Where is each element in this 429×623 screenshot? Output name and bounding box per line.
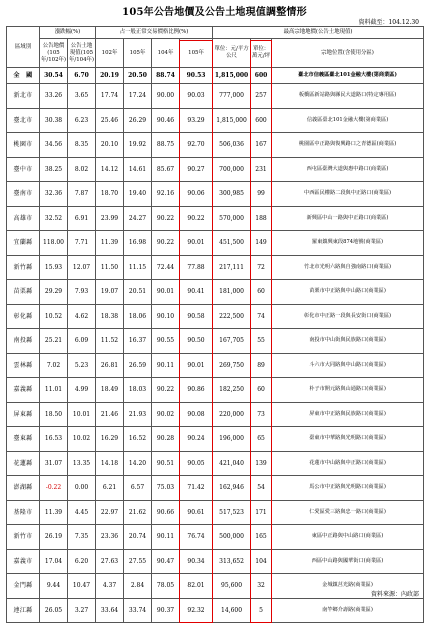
- header-lv-104: 104年: [152, 39, 180, 68]
- ratio-lv104-cell: 90.11: [152, 353, 180, 378]
- highest-ping-cell: 55: [251, 329, 272, 354]
- rate-land-price-cell: 26.19: [40, 525, 68, 550]
- ratio-lp105-cell: 16.37: [124, 329, 152, 354]
- highest-price-cell: 220,000: [213, 402, 251, 427]
- highest-price-cell: 700,000: [213, 157, 251, 182]
- ratio-lp102-cell: 25.46: [96, 108, 124, 133]
- highest-price-cell: 517,523: [213, 500, 251, 525]
- table-row: [7, 84, 424, 109]
- source-note: 資料來源：內政部: [370, 591, 419, 598]
- ratio-lp102-cell: 18.70: [96, 182, 124, 207]
- ratio-lv104-cell: 92.16: [152, 182, 180, 207]
- highest-price-cell: 451,500: [213, 231, 251, 256]
- highest-ping-cell: 257: [251, 84, 272, 109]
- rate-land-price-cell: 26.05: [40, 598, 68, 623]
- ratio-lv104-cell: 90.22: [152, 231, 180, 256]
- ratio-lp105-cell: 26.59: [124, 353, 152, 378]
- table-row: [7, 451, 424, 476]
- highest-price-cell: 196,000: [213, 427, 251, 452]
- header-unit-ping: 單位：萬元/坪: [251, 39, 272, 68]
- header-lv-105: 105年: [180, 39, 213, 68]
- region-cell: 雲林縣: [7, 353, 40, 378]
- location-cell: 彰化市中正路一段與長安街口(商業區): [272, 304, 424, 329]
- ratio-lp102-cell: 21.46: [96, 402, 124, 427]
- ratio-lp105-cell: 6.57: [124, 476, 152, 501]
- highest-ping-cell: 165: [251, 525, 272, 550]
- ratio-lp105-cell: 2.84: [124, 574, 152, 599]
- highest-price-cell: 313,652: [213, 549, 251, 574]
- ratio-lv105-cell: 93.29: [180, 108, 213, 133]
- region-cell: 嘉義縣: [7, 378, 40, 403]
- rate-land-price-cell: 16.53: [40, 427, 68, 452]
- ratio-lv104-cell: 90.37: [152, 598, 180, 623]
- highest-ping-cell: 231: [251, 157, 272, 182]
- rate-land-value-cell: 5.23: [68, 353, 96, 378]
- table-row: [7, 206, 424, 231]
- ratio-lp105-cell: 20.50: [124, 68, 152, 84]
- table-row: [7, 378, 424, 403]
- page-title: 105年公告地價及公告土地現值調整情形: [122, 7, 307, 18]
- highest-price-cell: 182,250: [213, 378, 251, 403]
- ratio-lp102-cell: 23.36: [96, 525, 124, 550]
- ratio-lv105-cell: 90.03: [180, 84, 213, 109]
- ratio-lv104-cell: 78.05: [152, 574, 180, 599]
- highest-ping-cell: 149: [251, 231, 272, 256]
- ratio-lp102-cell: 23.99: [96, 206, 124, 231]
- region-cell: 臺中市: [7, 157, 40, 182]
- table-row: [7, 182, 424, 207]
- table-row: [7, 108, 424, 133]
- table-row: [7, 598, 424, 623]
- rate-land-price-cell: -0.22: [40, 476, 68, 501]
- location-cell: 仁愛區愛三路與忠一路口(商業區): [272, 500, 424, 525]
- table-row: [7, 255, 424, 280]
- highest-price-cell: 95,600: [213, 574, 251, 599]
- rate-land-value-cell: 7.93: [68, 280, 96, 305]
- table-row: [7, 427, 424, 452]
- rate-land-price-cell: 11.39: [40, 500, 68, 525]
- region-cell: 基隆市: [7, 500, 40, 525]
- location-cell: 花蓮市中山路與中正路口(商業區): [272, 451, 424, 476]
- ratio-lv104-cell: 90.47: [152, 549, 180, 574]
- location-cell: 朴子市開元路與山通路口(商業區): [272, 378, 424, 403]
- rate-land-value-cell: 4.62: [68, 304, 96, 329]
- rate-land-value-cell: 13.35: [68, 451, 96, 476]
- ratio-lv104-cell: 72.44: [152, 255, 180, 280]
- rate-land-price-cell: 30.38: [40, 108, 68, 133]
- rate-land-price-cell: 34.56: [40, 133, 68, 158]
- highest-ping-cell: 139: [251, 451, 272, 476]
- header-rate-land-value: 公告土地現值(105年/104年): [68, 39, 96, 68]
- location-cell: 中西區民權路二段與中正路口(商業區): [272, 182, 424, 207]
- rate-land-value-cell: 6.91: [68, 206, 96, 231]
- ratio-lp102-cell: 17.74: [96, 84, 124, 109]
- ratio-lv104-cell: 85.67: [152, 157, 180, 182]
- header-highest-group: 最高宗地地價(公告土地現值): [213, 27, 424, 39]
- table-row: [7, 574, 424, 599]
- ratio-lp102-cell: 20.19: [96, 68, 124, 84]
- rate-land-price-cell: 25.21: [40, 329, 68, 354]
- highest-ping-cell: 600: [251, 108, 272, 133]
- ratio-lp105-cell: 21.62: [124, 500, 152, 525]
- ratio-lp102-cell: 18.49: [96, 378, 124, 403]
- rate-land-price-cell: 9.44: [40, 574, 68, 599]
- highest-price-cell: 1,815,000: [213, 68, 251, 84]
- ratio-lp105-cell: 11.15: [124, 255, 152, 280]
- ratio-lv105-cell: 90.08: [180, 402, 213, 427]
- ratio-lp102-cell: 20.10: [96, 133, 124, 158]
- highest-price-cell: 777,000: [213, 84, 251, 109]
- ratio-lv105-cell: 90.05: [180, 451, 213, 476]
- ratio-lv105-cell: 77.88: [180, 255, 213, 280]
- highest-ping-cell: 99: [251, 182, 272, 207]
- rate-land-value-cell: 4.45: [68, 500, 96, 525]
- table-row-total: [7, 68, 424, 84]
- region-cell: 臺東縣: [7, 427, 40, 452]
- ratio-lv105-cell: 90.06: [180, 182, 213, 207]
- location-cell: 西區中山路與國華街口(商業區): [272, 549, 424, 574]
- ratio-lv105-cell: 90.61: [180, 500, 213, 525]
- ratio-lp102-cell: 18.38: [96, 304, 124, 329]
- ratio-lp102-cell: 22.97: [96, 500, 124, 525]
- rate-land-value-cell: 10.47: [68, 574, 96, 599]
- ratio-lv105-cell: 90.22: [180, 206, 213, 231]
- header-lp-102: 102年: [96, 39, 124, 68]
- ratio-lp102-cell: 33.64: [96, 598, 124, 623]
- highest-price-cell: 181,000: [213, 280, 251, 305]
- highest-ping-cell: 54: [251, 476, 272, 501]
- location-cell: 金城鎮莒光路(商業區): [272, 574, 424, 599]
- ratio-lv105-cell: 90.50: [180, 329, 213, 354]
- ratio-lv105-cell: 90.01: [180, 353, 213, 378]
- rate-land-price-cell: 7.02: [40, 353, 68, 378]
- rate-land-value-cell: 10.01: [68, 402, 96, 427]
- ratio-lp105-cell: 20.51: [124, 280, 152, 305]
- ratio-lp105-cell: 20.74: [124, 525, 152, 550]
- ratio-lv105-cell: 92.32: [180, 598, 213, 623]
- rate-land-price-cell: 18.50: [40, 402, 68, 427]
- ratio-lp102-cell: 19.07: [96, 280, 124, 305]
- table-row: [7, 231, 424, 256]
- ratio-lv105-cell: 90.27: [180, 157, 213, 182]
- highest-ping-cell: 171: [251, 500, 272, 525]
- rate-land-value-cell: 7.71: [68, 231, 96, 256]
- rate-land-value-cell: 6.09: [68, 329, 96, 354]
- ratio-lp105-cell: 26.29: [124, 108, 152, 133]
- ratio-lp105-cell: 14.20: [124, 451, 152, 476]
- region-cell: 新北市: [7, 84, 40, 109]
- table-row: [7, 353, 424, 378]
- rate-land-value-cell: 3.65: [68, 84, 96, 109]
- rate-land-price-cell: 118.00: [40, 231, 68, 256]
- region-cell: 連江縣: [7, 598, 40, 623]
- location-cell: 馬公市中正路與光明路口(商業區): [272, 476, 424, 501]
- highest-price-cell: 162,946: [213, 476, 251, 501]
- ratio-lp102-cell: 16.29: [96, 427, 124, 452]
- region-cell: 苗栗縣: [7, 280, 40, 305]
- region-cell: 新竹市: [7, 525, 40, 550]
- rate-land-value-cell: 12.07: [68, 255, 96, 280]
- region-cell: 臺北市: [7, 108, 40, 133]
- ratio-lp105-cell: 16.52: [124, 427, 152, 452]
- rate-land-price-cell: 15.93: [40, 255, 68, 280]
- region-cell: 桃園市: [7, 133, 40, 158]
- table-row: [7, 329, 424, 354]
- ratio-lv105-cell: 90.24: [180, 427, 213, 452]
- ratio-lv104-cell: 88.75: [152, 133, 180, 158]
- rate-land-value-cell: 4.99: [68, 378, 96, 403]
- date-note: 資料截至：104.12.30: [358, 19, 419, 26]
- rate-land-price-cell: 38.25: [40, 157, 68, 182]
- location-cell: 桃園區中正路與復興路口之青德區(商業區): [272, 133, 424, 158]
- table-body: [7, 68, 424, 623]
- location-cell: 臺東市中華路與光明路口(商業區): [272, 427, 424, 452]
- ratio-lv105-cell: 76.74: [180, 525, 213, 550]
- ratio-lp105-cell: 17.24: [124, 84, 152, 109]
- location-cell: 信義區臺北101金融大樓(第商業區): [272, 108, 424, 133]
- ratio-lp102-cell: 6.21: [96, 476, 124, 501]
- highest-price-cell: 14,600: [213, 598, 251, 623]
- ratio-lv104-cell: 90.22: [152, 206, 180, 231]
- rate-land-value-cell: 7.35: [68, 525, 96, 550]
- ratio-lp102-cell: 14.18: [96, 451, 124, 476]
- rate-land-price-cell: 29.29: [40, 280, 68, 305]
- location-cell: 板橋區新站路與縣民大道路口(特定專用區): [272, 84, 424, 109]
- table-row: [7, 157, 424, 182]
- region-cell: 金門縣: [7, 574, 40, 599]
- highest-ping-cell: 65: [251, 427, 272, 452]
- highest-ping-cell: 600: [251, 68, 272, 84]
- ratio-lp105-cell: 21.93: [124, 402, 152, 427]
- highest-ping-cell: 73: [251, 402, 272, 427]
- location-cell: 臺北市信義區臺北101金融大樓(第商業區): [272, 68, 424, 84]
- ratio-lp105-cell: 33.74: [124, 598, 152, 623]
- rate-land-value-cell: 3.27: [68, 598, 96, 623]
- region-cell: 新竹縣: [7, 255, 40, 280]
- ratio-lv104-cell: 75.03: [152, 476, 180, 501]
- highest-price-cell: 167,705: [213, 329, 251, 354]
- region-cell: 臺南市: [7, 182, 40, 207]
- header-rate-land-price: 公告地價(105年/102年): [40, 39, 68, 68]
- ratio-lv104-cell: 90.55: [152, 329, 180, 354]
- ratio-lp105-cell: 19.40: [124, 182, 152, 207]
- ratio-lv104-cell: 90.28: [152, 427, 180, 452]
- rate-land-value-cell: 7.87: [68, 182, 96, 207]
- table-row: [7, 133, 424, 158]
- ratio-lp105-cell: 14.61: [124, 157, 152, 182]
- table-row: [7, 476, 424, 501]
- location-cell: 屏東市中正路與民族路口(商業區): [272, 402, 424, 427]
- location-cell: 南投市中山街與民族路口(商業區): [272, 329, 424, 354]
- ratio-lp105-cell: 18.03: [124, 378, 152, 403]
- table-row: [7, 402, 424, 427]
- highest-ping-cell: 32: [251, 574, 272, 599]
- highest-ping-cell: 72: [251, 255, 272, 280]
- ratio-lv105-cell: 90.34: [180, 549, 213, 574]
- highest-price-cell: 222,500: [213, 304, 251, 329]
- highest-price-cell: 217,111: [213, 255, 251, 280]
- ratio-lp102-cell: 4.37: [96, 574, 124, 599]
- rate-land-price-cell: 30.54: [40, 68, 68, 84]
- region-cell: 宜蘭縣: [7, 231, 40, 256]
- header-unit-price: 單位：元/平方公尺: [213, 39, 251, 68]
- region-cell: 高雄市: [7, 206, 40, 231]
- ratio-lv105-cell: 90.86: [180, 378, 213, 403]
- rate-land-value-cell: 6.23: [68, 108, 96, 133]
- header-lp-105: 105年: [124, 39, 152, 68]
- ratio-lp102-cell: 11.52: [96, 329, 124, 354]
- table-row: [7, 280, 424, 305]
- ratio-lv104-cell: 90.22: [152, 378, 180, 403]
- rate-land-value-cell: 10.02: [68, 427, 96, 452]
- ratio-lv105-cell: 82.01: [180, 574, 213, 599]
- highest-ping-cell: 167: [251, 133, 272, 158]
- rate-land-price-cell: 32.52: [40, 206, 68, 231]
- highest-price-cell: 269,750: [213, 353, 251, 378]
- ratio-lv104-cell: 90.02: [152, 402, 180, 427]
- rate-land-value-cell: 0.00: [68, 476, 96, 501]
- rate-land-price-cell: 10.52: [40, 304, 68, 329]
- location-cell: 羅東鎮興東段874地號(商業區): [272, 231, 424, 256]
- rate-land-value-cell: 6.70: [68, 68, 96, 84]
- ratio-lv105-cell: 92.70: [180, 133, 213, 158]
- location-cell: 苗栗市中正路與中山路口(商業區): [272, 280, 424, 305]
- ratio-lp102-cell: 11.39: [96, 231, 124, 256]
- ratio-lv104-cell: 90.10: [152, 304, 180, 329]
- location-cell: 新興區中山一路與中正路口(商業區): [272, 206, 424, 231]
- highest-ping-cell: 104: [251, 549, 272, 574]
- header-rate-group: 漲跌幅(%): [40, 27, 96, 39]
- header-ratio-group: 占一般正常交易價格比例(%): [96, 27, 213, 39]
- rate-land-value-cell: 8.02: [68, 157, 96, 182]
- ratio-lp105-cell: 24.27: [124, 206, 152, 231]
- table-row: [7, 525, 424, 550]
- highest-price-cell: 570,000: [213, 206, 251, 231]
- highest-ping-cell: 60: [251, 378, 272, 403]
- table-row: [7, 304, 424, 329]
- rate-land-value-cell: 6.20: [68, 549, 96, 574]
- region-cell: 南投縣: [7, 329, 40, 354]
- region-cell: 屏東縣: [7, 402, 40, 427]
- header-location: 宗地位置(含使用分區): [272, 39, 424, 68]
- ratio-lp105-cell: 27.55: [124, 549, 152, 574]
- location-cell: 南竿鄉介壽路(商業區): [272, 598, 424, 623]
- rate-land-price-cell: 17.04: [40, 549, 68, 574]
- ratio-lv105-cell: 90.58: [180, 304, 213, 329]
- ratio-lv105-cell: 90.01: [180, 231, 213, 256]
- rate-land-price-cell: 32.36: [40, 182, 68, 207]
- location-cell: 斗六市大同路與中山路口(商業區): [272, 353, 424, 378]
- highest-ping-cell: 74: [251, 304, 272, 329]
- ratio-lv104-cell: 90.11: [152, 525, 180, 550]
- highest-price-cell: 421,040: [213, 451, 251, 476]
- highest-ping-cell: 188: [251, 206, 272, 231]
- ratio-lv104-cell: 90.00: [152, 84, 180, 109]
- ratio-lv104-cell: 88.74: [152, 68, 180, 84]
- ratio-lv104-cell: 90.66: [152, 500, 180, 525]
- rate-land-value-cell: 8.35: [68, 133, 96, 158]
- land-price-table: [6, 26, 424, 623]
- region-cell: 花蓮縣: [7, 451, 40, 476]
- header-region: 區域別: [7, 27, 40, 68]
- table-row: [7, 500, 424, 525]
- ratio-lp102-cell: 11.50: [96, 255, 124, 280]
- region-cell: 澎湖縣: [7, 476, 40, 501]
- region-cell: 彰化縣: [7, 304, 40, 329]
- highest-ping-cell: 5: [251, 598, 272, 623]
- ratio-lv105-cell: 90.41: [180, 280, 213, 305]
- highest-price-cell: 506,036: [213, 133, 251, 158]
- ratio-lp105-cell: 18.06: [124, 304, 152, 329]
- table-row: [7, 549, 424, 574]
- ratio-lp102-cell: 14.12: [96, 157, 124, 182]
- ratio-lv104-cell: 90.51: [152, 451, 180, 476]
- ratio-lv105-cell: 71.42: [180, 476, 213, 501]
- highest-price-cell: 500,000: [213, 525, 251, 550]
- ratio-lv105-cell: 90.53: [180, 68, 213, 84]
- region-cell: 嘉義市: [7, 549, 40, 574]
- highest-price-cell: 1,815,000: [213, 108, 251, 133]
- ratio-lp102-cell: 27.63: [96, 549, 124, 574]
- location-cell: 竹北市光明六路與自強南路口(商業區): [272, 255, 424, 280]
- location-cell: 東區中正路與中山路口(商業區): [272, 525, 424, 550]
- rate-land-price-cell: 31.07: [40, 451, 68, 476]
- ratio-lv104-cell: 90.46: [152, 108, 180, 133]
- rate-land-price-cell: 33.26: [40, 84, 68, 109]
- ratio-lv104-cell: 90.01: [152, 280, 180, 305]
- region-cell: 全 國: [7, 68, 40, 84]
- highest-ping-cell: 60: [251, 280, 272, 305]
- rate-land-price-cell: 11.01: [40, 378, 68, 403]
- ratio-lp105-cell: 19.92: [124, 133, 152, 158]
- ratio-lp102-cell: 26.81: [96, 353, 124, 378]
- highest-ping-cell: 89: [251, 353, 272, 378]
- highest-price-cell: 300,985: [213, 182, 251, 207]
- ratio-lp105-cell: 16.98: [124, 231, 152, 256]
- location-cell: 西屯區臺灣大道與惠中路口(商業區): [272, 157, 424, 182]
